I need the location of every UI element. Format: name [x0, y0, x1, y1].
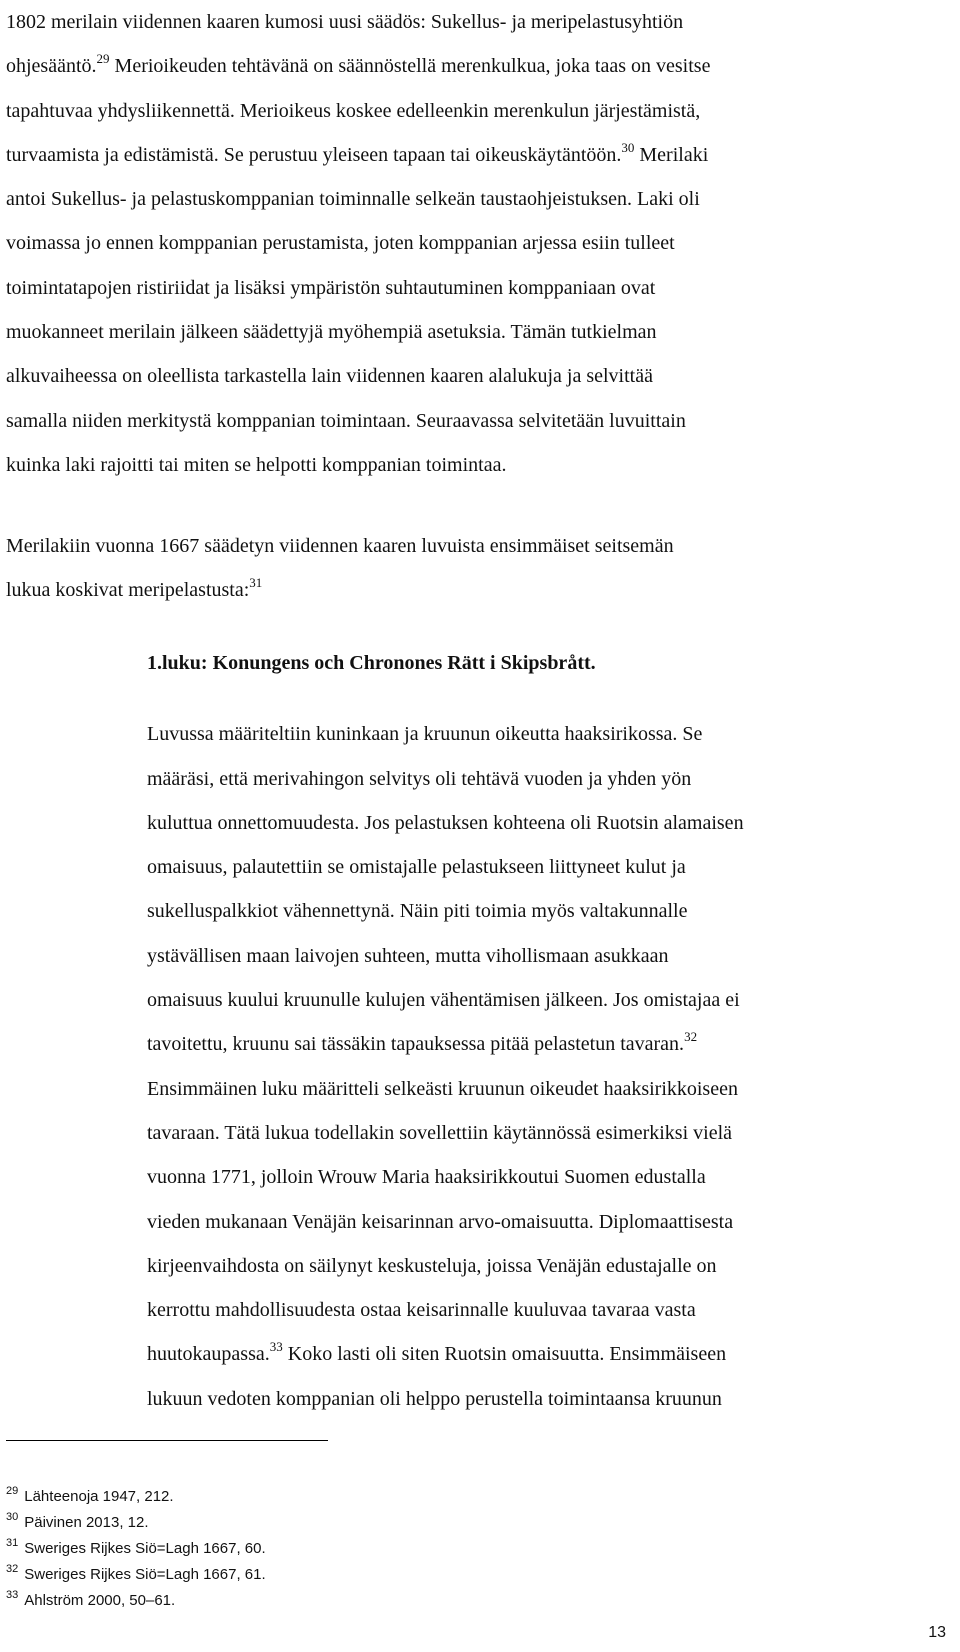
text-line: antoi Sukellus- ja pelastuskomppanian toiminnalle selkeän taustaohjeistuksen. Laki oli [6, 188, 700, 211]
page-number: 13 [928, 1624, 946, 1641]
footnote-number: 29 [6, 1485, 19, 1497]
footnote-ref-32[interactable]: 32 [684, 1029, 698, 1045]
body-paragraph-1 [6, 0, 946, 487]
text-line [6, 44, 946, 88]
text-segment: tavoitettu, kruunu sai tässäkin tapauksessa pitää pelastetun tavaran. [147, 1033, 685, 1056]
text-line: 1802 merilain viidennen kaaren kumosi uusi säädös: Sukellus- ja meripelastusyhtiön [6, 11, 684, 33]
chapter-heading: 1.luku: Konungens och Chronones Rätt i Skipsbrått. [147, 652, 596, 674]
text-line: Merilakiin vuonna 1667 säädetyn viidennen kaaren luvuista ensimmäiset seitsemän [6, 535, 674, 557]
footnote-number: 33 [6, 1589, 19, 1601]
footnote-text: Päivinen 2013, 12. [24, 1514, 149, 1531]
footnote-text: Sweriges Rijkes Siö=Lagh 1667, 60. [24, 1540, 266, 1557]
text-line: ystävällisen maan laivojen suhteen, mutta vihollismaan asukkaan [147, 944, 669, 967]
text-segment: lukua koskivat meripelastusta: [6, 579, 250, 601]
footnote-number: 30 [6, 1511, 19, 1523]
footnote-ref-30[interactable]: 30 [621, 139, 635, 155]
text-line: kuinka laki rajoitti tai miten se helpotti komppanian toimintaa. [6, 453, 507, 476]
footnotes [6, 1484, 266, 1614]
text-line [6, 568, 946, 612]
text-line: Ensimmäinen luku määritteli selkeästi kruunun oikeudet haaksirikkoiseen [147, 1077, 738, 1100]
text-segment: Merilaki [634, 143, 709, 166]
text-segment: ohjesääntö. [6, 55, 97, 78]
text-line: omaisuus, palautettiin se omistajalle pelastukseen liittyneet kulut ja [147, 856, 686, 879]
footnote-item [6, 1588, 266, 1614]
footnote-ref-33[interactable]: 33 [269, 1339, 283, 1355]
text-line: sukelluspalkkiot vähennettynä. Näin piti toimia myös valtakunnalle [147, 900, 688, 923]
text-line: tapahtuvaa yhdysliikennettä. Merioikeus koskee edelleenkin merenkulun järjestämistä, [6, 99, 701, 122]
footnote-separator [6, 1440, 328, 1441]
footnote-number: 31 [6, 1537, 19, 1549]
text-segment: huutokaupassa. [147, 1343, 270, 1366]
indented-quote [147, 668, 947, 1421]
text-line: tavaraan. Tätä lukua todellakin sovellettiin käytännössä esimerkiksi vielä [147, 1121, 733, 1144]
text-line: kirjeenvaihdosta on säilynyt keskusteluja, joissa Venäjän edustajalle on [147, 1254, 717, 1277]
footnote-item [6, 1536, 266, 1562]
text-segment: Koko lasti oli siten Ruotsin omaisuutta. Ensimmäiseen [282, 1343, 727, 1366]
footnote-ref-29[interactable]: 29 [96, 51, 110, 67]
text-line: Luvussa määriteltiin kuninkaan ja kruunun oikeutta haaksirikossa. Se [147, 723, 703, 746]
text-line: samalla niiden merkitystä komppanian toimintaan. Seuraavassa selvitetään luvuittain [6, 409, 686, 432]
text-line: kuluttua onnettomuudesta. Jos pelastuksen kohteena oli Ruotsin alamaisen [147, 811, 744, 834]
text-line: määräsi, että merivahingon selvitys oli tehtävä vuoden ja yhden yön [147, 767, 692, 790]
text-segment: Merioikeuden tehtävänä on säännöstellä merenkulkua, joka taas on vesitse [109, 55, 711, 78]
footnote-item [6, 1484, 266, 1510]
text-line: vuonna 1771, jolloin Wrouw Maria haaksirikkoutui Suomen edustalla [147, 1166, 706, 1189]
text-line: omaisuus kuului kruunulle kulujen vähentämisen jälkeen. Jos omistajaa ei [147, 989, 740, 1012]
footnote-item [6, 1510, 266, 1536]
body-paragraph-2 [6, 524, 946, 612]
text-line: kerrottu mahdollisuudesta ostaa keisarinnalle kuuluvaa tavaraa vasta [147, 1299, 696, 1322]
text-line: vieden mukanaan Venäjän keisarinnan arvo-omaisuutta. Diplomaattisesta [147, 1210, 734, 1233]
text-line: toimintatapojen ristiriidat ja lisäksi ympäristön suhtautuminen komppaniaan ovat [6, 276, 656, 299]
footnote-text: Ahlström 2000, 50–61. [24, 1592, 176, 1609]
footnote-number: 32 [6, 1563, 19, 1575]
text-line: voimassa jo ennen komppanian perustamista, joten komppanian arjessa esiin tulleet [6, 232, 675, 255]
text-line: lukuun vedoten komppanian oli helppo perustella toimintaansa kruunun [147, 1387, 722, 1410]
text-segment: turvaamista ja edistämistä. Se perustuu yleiseen tapaan tai oikeuskäytäntöön. [6, 143, 622, 166]
text-line [147, 668, 947, 712]
footnote-item [6, 1562, 266, 1588]
footnote-text: Lähteenoja 1947, 212. [24, 1488, 174, 1505]
text-line: muokanneet merilain jälkeen säädettyjä myöhempiä asetuksia. Tämän tutkielman [6, 321, 657, 344]
text-line [147, 1022, 947, 1066]
footnote-text: Sweriges Rijkes Siö=Lagh 1667, 61. [24, 1566, 266, 1583]
footnote-ref-31[interactable]: 31 [249, 575, 263, 590]
text-line [147, 1332, 947, 1376]
text-line: alkuvaiheessa on oleellista tarkastella lain viidennen kaaren alalukuja ja selvittää [6, 365, 653, 388]
text-line [6, 133, 946, 177]
